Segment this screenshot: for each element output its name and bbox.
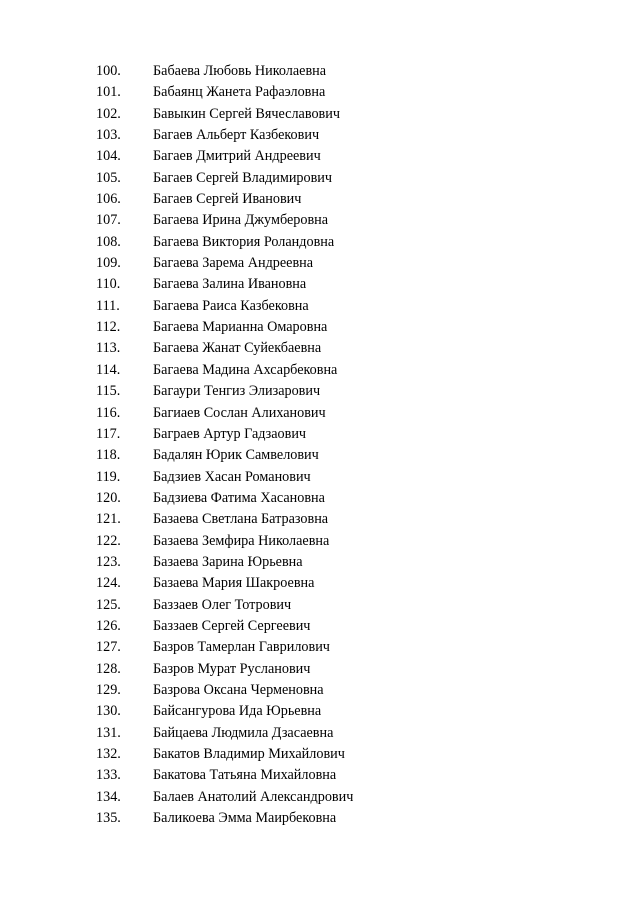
list-item [96,317,353,338]
entry-name: Багаева Залина Ивановна [153,276,307,293]
entry-number: 124. [96,575,121,592]
entry-name: Багаева Жанат Суйекбаевна [153,340,322,357]
entry-number: 100. [96,63,121,79]
entry-number: 107. [96,212,121,229]
list-item [96,744,353,765]
list-item [96,509,353,530]
entry-number: 121. [96,511,121,528]
entry-name: Бадзиева Фатима Хасановна [153,489,325,506]
entry-number: 109. [96,255,121,272]
list-item [96,467,353,488]
entry-number: 114. [96,361,121,378]
entry-name: Бадзиев Хасан Романович [153,468,311,485]
list-item [96,637,353,658]
list-item [96,360,353,381]
list-item [96,531,353,552]
list-item [96,274,353,295]
entry-name: Бадалян Юрик Самвелович [153,447,319,464]
entry-number: 122. [96,532,121,549]
entry-number: 118. [96,447,121,464]
entry-name: Багиаев Сослан Алиханович [153,404,326,421]
entry-name: Багаев Сергей Иванович [153,191,302,208]
entry-name: Баграев Артур Гадзаович [153,425,307,442]
entry-number: 128. [96,660,121,677]
entry-name: Бакатов Владимир Михайлович [153,746,345,762]
list-item [96,808,353,829]
list-item [96,253,353,274]
entry-name: Базров Тамерлан Гаврилович [153,639,330,656]
list-item [96,210,353,231]
entry-number: 113. [96,340,121,357]
entry-number: 119. [96,468,121,485]
entry-number: 108. [96,233,121,250]
entry-name: Базаева Земфира Николаевна [153,532,330,549]
entry-number: 126. [96,617,121,634]
entry-name: Базров Мурат Русланович [153,660,311,677]
entry-name: Бакатова Татьяна Михайловна [153,767,337,784]
list-item [96,765,353,786]
entry-number: 134. [96,788,121,805]
entry-name: Багаева Мадина Ахсарбековна [153,361,338,378]
list-item [96,296,353,317]
entry-number: 127. [96,639,121,656]
list-item [96,403,353,424]
list-item [96,616,353,637]
entry-number: 129. [96,681,121,698]
list-item [96,168,353,189]
entry-number: 102. [96,105,121,122]
entry-name: Балаев Анатолий Александрович [153,788,354,805]
entry-name: Баззаев Олег Тотрович [153,596,292,613]
entry-name: Багаев Дмитрий Андреевич [153,148,321,165]
entry-name: Багаев Сергей Владимирович [153,169,333,186]
entry-number: 130. [96,703,121,720]
list-item [96,338,353,359]
entry-number: 125. [96,596,121,613]
list-item [96,424,353,445]
list-item [96,573,353,594]
list-item [96,552,353,573]
entry-name: Бабаянц Жанета Рафаэловна [153,84,326,101]
list-item [96,723,353,744]
entry-number: 135. [96,810,121,827]
entry-number: 123. [96,553,121,570]
entry-name: Багаева Зарема Андреевна [153,255,314,272]
list-item [96,701,353,722]
entry-name: Байцаева Людмила Дзасаевна [153,724,334,741]
entry-number: 117. [96,425,121,442]
entry-number: 101. [96,84,121,101]
list-item [96,189,353,210]
entry-name: Базаева Светлана Батразовна [153,511,329,528]
entry-number: 131. [96,724,121,741]
list-item [96,595,353,616]
entry-number: 111. [96,297,120,314]
entry-number: 132. [96,746,121,762]
entry-name: Бавыкин Сергей Вячеславович [153,105,340,122]
entry-name: Багаева Ирина Джумберовна [153,212,329,229]
entry-name: Байсангурова Ида Юрьевна [153,703,322,720]
entry-name: Базаева Зарина Юрьевна [153,553,303,570]
list-item [96,82,353,103]
entry-name: Баликоева Эмма Маирбековна [153,810,337,827]
entry-number: 104. [96,148,121,165]
entry-name: Багаева Виктория Роландовна [153,233,335,250]
entry-number: 116. [96,404,121,421]
list-item [96,787,353,808]
entry-name: Багаев Альберт Казбекович [153,127,320,144]
entry-name: Базрова Оксана Черменовна [153,681,324,698]
entry-name: Базаева Мария Шакроевна [153,575,315,592]
list-item [96,61,353,82]
entry-number: 110. [96,276,121,293]
entry-number: 105. [96,169,121,186]
entry-name: Баззаев Сергей Сергеевич [153,617,311,634]
list-item [96,232,353,253]
list-item [96,104,353,125]
list-item [96,488,353,509]
list-item [96,680,353,701]
name-list [96,61,353,829]
entry-number: 120. [96,489,121,506]
entry-name: Багаева Раиса Казбековна [153,297,309,314]
entry-name: Багаури Тенгиз Элизарович [153,383,321,400]
entry-number: 112. [96,319,121,336]
list-item [96,659,353,680]
list-item [96,146,353,167]
entry-name: Бабаева Любовь Николаевна [153,63,327,79]
list-item [96,381,353,402]
entry-number: 133. [96,767,121,784]
list-item [96,445,353,466]
list-item [96,125,353,146]
entry-name: Багаева Марианна Омаровна [153,319,328,336]
entry-number: 106. [96,191,121,208]
entry-number: 115. [96,383,121,400]
entry-number: 103. [96,127,121,144]
